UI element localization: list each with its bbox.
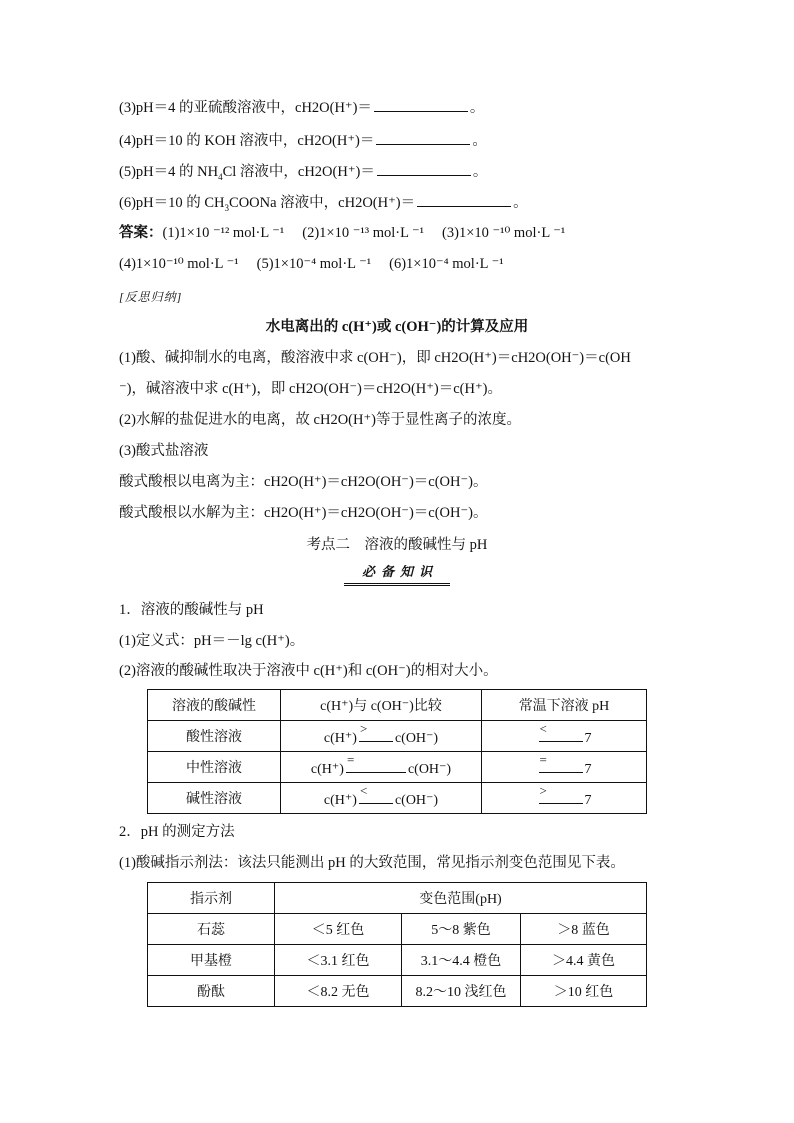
question-3-text: (3)pH＝4 的亚硫酸溶液中，cH2O(H⁺)＝ bbox=[119, 100, 372, 116]
indicator-name: 石蕊 bbox=[148, 914, 275, 945]
ph-cell bbox=[482, 752, 647, 783]
badge-wrap bbox=[0, 563, 794, 586]
answer-2: (2)1×10 ⁻¹³ mol·L ⁻¹ bbox=[302, 225, 425, 241]
range-cell: ＞8 蓝色 bbox=[521, 914, 647, 945]
question-5 bbox=[119, 161, 487, 182]
part2-intro: (1)酸碱指示剂法：该法只能测出 pH 的大致范围，常见指示剂变色范围见下表。 bbox=[119, 855, 625, 871]
answer-blank[interactable] bbox=[376, 130, 470, 145]
answer-5: (5)1×10⁻⁴ mol·L ⁻¹ bbox=[256, 256, 372, 272]
question-5-text-a: (5)pH＝4 的 NH bbox=[119, 164, 219, 180]
comparison-blank[interactable] bbox=[359, 782, 393, 804]
answer-6: (6)1×10⁻⁴ mol·L ⁻¹ bbox=[389, 256, 504, 272]
comparison-blank[interactable] bbox=[359, 720, 393, 742]
comparison-cell bbox=[281, 783, 482, 814]
ph-blank[interactable] bbox=[539, 782, 583, 804]
ph-mark: = bbox=[539, 751, 547, 767]
table-row bbox=[148, 945, 647, 976]
range-cell: 3.1～4.4 橙色 bbox=[402, 945, 521, 976]
period: 。 bbox=[472, 133, 487, 149]
comparison-cell bbox=[281, 752, 482, 783]
ph-mark: > bbox=[539, 782, 547, 798]
question-4-text: (4)pH＝10 的 KOH 溶液中，cH2O(H⁺)＝ bbox=[119, 133, 375, 149]
answer-blank[interactable] bbox=[374, 97, 468, 112]
reflection-tag: [反思归纳] bbox=[119, 290, 183, 304]
indicator-name: 甲基橙 bbox=[148, 945, 275, 976]
reflection-p3: (3)酸式盐溶液 bbox=[119, 443, 209, 459]
ph-mark: < bbox=[539, 720, 547, 736]
table-header-row bbox=[148, 690, 647, 721]
indicator-name: 酚酞 bbox=[148, 976, 275, 1007]
part1-depends: (2)溶液的酸碱性取决于溶液中 c(H⁺)和 c(OH⁻)的相对大小。 bbox=[119, 663, 498, 679]
question-6-text-b: COONa 溶液中，cH2O(H⁺)＝ bbox=[229, 195, 416, 211]
subscript: 4 bbox=[218, 171, 223, 182]
cell-right: c(OH⁻) bbox=[407, 761, 452, 777]
part1-definition: (1)定义式：pH＝－lg c(H⁺)。 bbox=[119, 633, 305, 649]
ph-blank[interactable] bbox=[539, 751, 583, 773]
answer-3: (3)1×10 ⁻¹⁰ mol·L ⁻¹ bbox=[442, 225, 566, 241]
cell-left: c(H⁺) bbox=[310, 761, 344, 777]
comparison-mark: < bbox=[359, 782, 368, 798]
period: 。 bbox=[513, 195, 528, 211]
row-name: 酸性溶液 bbox=[148, 721, 281, 752]
reflection-p5: 酸式酸根以水解为主：cH2O(H⁺)＝cH2O(OH⁻)＝c(OH⁻)。 bbox=[119, 505, 488, 521]
table-header: 变色范围(pH) bbox=[275, 883, 647, 914]
reflection-p4: 酸式酸根以电离为主：cH2O(H⁺)＝cH2O(OH⁻)＝c(OH⁻)。 bbox=[119, 474, 488, 490]
table-row bbox=[148, 721, 647, 752]
range-cell: ＞10 红色 bbox=[521, 976, 647, 1007]
table-header: 溶液的酸碱性 bbox=[148, 690, 281, 721]
ph-value: 7 bbox=[584, 792, 592, 808]
comparison-mark: = bbox=[346, 751, 355, 767]
table-header: 常温下溶液 pH bbox=[482, 690, 647, 721]
row-name: 碱性溶液 bbox=[148, 783, 281, 814]
cell-right: c(OH⁻) bbox=[394, 792, 439, 808]
period: 。 bbox=[472, 164, 488, 180]
row-name: 中性溶液 bbox=[148, 752, 281, 783]
section-badge: 必备知识 bbox=[344, 563, 450, 586]
table-row bbox=[148, 783, 647, 814]
ph-blank[interactable] bbox=[539, 720, 583, 742]
cell-left: c(H⁺) bbox=[323, 792, 357, 808]
range-cell: ＞4.4 黄色 bbox=[521, 945, 647, 976]
range-cell: ＜8.2 无色 bbox=[275, 976, 402, 1007]
question-6-text-a: (6)pH＝10 的 CH bbox=[119, 195, 225, 211]
comparison-cell bbox=[281, 721, 482, 752]
table-header-row bbox=[148, 883, 647, 914]
question-4 bbox=[119, 130, 487, 151]
reflection-heading: 水电离出的 c(H⁺)或 c(OH⁻)的计算及应用 bbox=[265, 319, 529, 335]
part2-heading: 2．pH 的测定方法 bbox=[119, 824, 235, 840]
acidity-table bbox=[147, 689, 647, 814]
cell-left: c(H⁺) bbox=[323, 730, 357, 746]
range-cell: 5～8 紫色 bbox=[402, 914, 521, 945]
range-cell: 8.2～10 浅红色 bbox=[402, 976, 521, 1007]
indicator-table bbox=[147, 882, 647, 1007]
answer-4: (4)1×10⁻¹⁰ mol·L ⁻¹ bbox=[119, 256, 239, 272]
answer-1: (1)1×10 ⁻¹² mol·L ⁻¹ bbox=[162, 225, 285, 241]
period: 。 bbox=[469, 100, 485, 116]
subscript: 3 bbox=[224, 202, 230, 213]
table-header: c(H⁺)与 c(OH⁻)比较 bbox=[281, 690, 482, 721]
question-3 bbox=[119, 97, 484, 118]
table-header: 指示剂 bbox=[148, 883, 275, 914]
answers-label: 答案： bbox=[119, 225, 163, 241]
ph-value: 7 bbox=[584, 730, 592, 746]
section-title: 考点二 溶液的酸碱性与 pH bbox=[306, 537, 488, 553]
table-row bbox=[148, 914, 647, 945]
range-cell: ＜5 红色 bbox=[275, 914, 402, 945]
ph-value: 7 bbox=[584, 761, 592, 777]
table-row bbox=[148, 752, 647, 783]
reflection-p1-line1: (1)酸、碱抑制水的电离，酸溶液中求 c(OH⁻)，即 cH2O(H⁺)＝cH2O(OH⁻)＝c(OH bbox=[119, 350, 631, 366]
ph-cell bbox=[482, 783, 647, 814]
table-row bbox=[148, 976, 647, 1007]
range-cell: ＜3.1 红色 bbox=[275, 945, 402, 976]
part1-heading: 1．溶液的酸碱性与 pH bbox=[119, 602, 264, 618]
answer-blank[interactable] bbox=[417, 192, 511, 207]
cell-right: c(OH⁻) bbox=[394, 730, 439, 746]
answers-line-2 bbox=[119, 254, 504, 274]
answers-line-1 bbox=[119, 223, 565, 243]
comparison-blank[interactable] bbox=[346, 751, 406, 773]
reflection-p2: (2)水解的盐促进水的电离，故 cH2O(H⁺)等于显性离子的浓度。 bbox=[119, 412, 521, 428]
ph-cell bbox=[482, 721, 647, 752]
comparison-mark: > bbox=[359, 720, 368, 736]
question-6 bbox=[119, 192, 528, 213]
question-5-text-b: Cl 溶液中，cH2O(H⁺)＝ bbox=[222, 164, 375, 180]
answer-blank[interactable] bbox=[377, 161, 471, 176]
reflection-p1-line2: ⁻)，碱溶液中求 c(H⁺)，即 cH2O(OH⁻)＝cH2O(H⁺)＝c(H⁺)。 bbox=[119, 381, 502, 397]
